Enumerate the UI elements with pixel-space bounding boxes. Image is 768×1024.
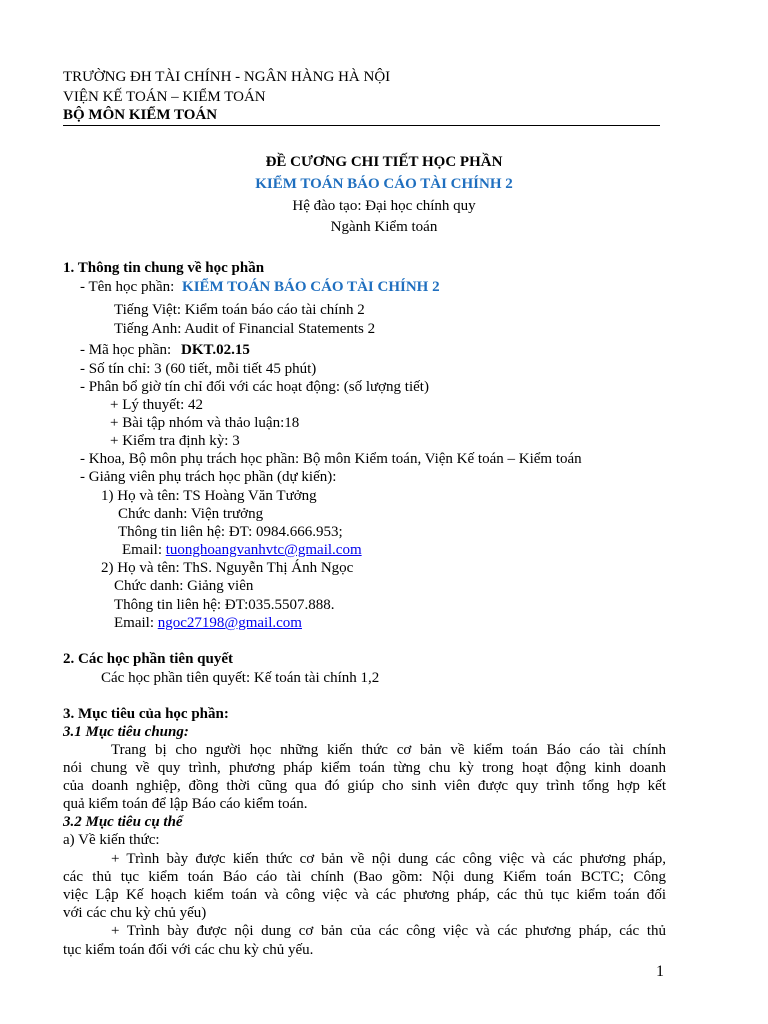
training-system: Hệ đào tạo: Đại học chính quy — [292, 198, 476, 214]
exercise-hours: + Bài tập nhóm và thảo luận:18 — [110, 415, 300, 431]
course-code-label: - Mã học phần: — [80, 342, 172, 358]
knowledge-line-4: với các chu kỳ chủ yếu) — [63, 905, 207, 921]
course-title: KIỂM TOÁN BÁO CÁO TÀI CHÍNH 2 — [255, 176, 513, 192]
general-objectives-heading: 3.1 Mục tiêu chung: — [63, 724, 189, 740]
knowledge-heading: a) Về kiến thức: — [63, 832, 160, 848]
general-objectives-line-3: của doanh nghiệp, đồng thời cũng qua đó giúp cho sinh viên được quy trình tổng hợp kết — [63, 778, 666, 794]
knowledge-line-6: tục kiểm toán đối với các chu kỳ chủ yếu. — [63, 942, 314, 958]
specific-objectives-heading: 3.2 Mục tiêu cụ thể — [63, 814, 183, 830]
knowledge-line-3: việc Lập Kế hoạch kiểm toán và công việc và các phương pháp, các thủ tục kiểm toán đối — [63, 887, 666, 903]
course-name-value: KIỂM TOÁN BÁO CÁO TÀI CHÍNH 2 — [182, 279, 440, 295]
document-title: ĐỀ CƯƠNG CHI TIẾT HỌC PHẦN — [265, 154, 503, 170]
lecturer-1-email-row — [122, 541, 362, 559]
exam-count: + Kiểm tra định kỳ: 3 — [110, 433, 240, 449]
lecturer-1-title: Chức danh: Viện trưởng — [118, 506, 264, 522]
department-name: BỘ MÔN KIỂM TOÁN — [63, 107, 218, 123]
lecturer-1-email-label: Email: — [122, 542, 162, 558]
section-1-heading: 1. Thông tin chung về học phần — [63, 260, 265, 276]
course-code-value: DKT.02.15 — [180, 342, 250, 358]
lecturer-2-email-label: Email: — [114, 615, 154, 631]
general-objectives-line-4: quả kiểm toán để lập Báo cáo kiểm toán. — [63, 796, 308, 812]
course-name-vietnamese: Tiếng Việt: Kiểm toán báo cáo tài chính 2 — [114, 302, 365, 318]
major: Ngành Kiểm toán — [330, 219, 438, 235]
lecturer-2-email-row — [114, 614, 302, 632]
lecturer-2-title: Chức danh: Giảng viên — [114, 578, 254, 594]
header-rule — [63, 125, 660, 126]
lecturer-2-name: 2) Họ và tên: ThS. Nguyễn Thị Ánh Ngọc — [101, 560, 354, 576]
credits: - Số tín chỉ: 3 (60 tiết, mỗi tiết 45 phút) — [80, 361, 317, 377]
knowledge-line-5: + Trình bày được nội dung cơ bản của các công việc và các phương pháp, các thủ — [111, 923, 666, 939]
lecturer-1-email-link[interactable]: tuonghoangvanhvtc@gmail.com — [165, 542, 362, 558]
credit-allocation: - Phân bổ giờ tín chỉ đối với các hoạt động: (số lượng tiết) — [80, 379, 429, 395]
university-name: TRƯỜNG ĐH TÀI CHÍNH - NGÂN HÀNG HÀ NỘI — [63, 69, 391, 85]
lecturer-1-contact: Thông tin liên hệ: ĐT: 0984.666.953; — [118, 524, 343, 540]
theory-hours: + Lý thuyết: 42 — [110, 397, 204, 413]
page-number: 1 — [656, 963, 664, 980]
course-name-label: - Tên học phần: — [80, 279, 175, 295]
knowledge-line-1: + Trình bày được kiến thức cơ bản về nội dung các công việc và các phương pháp, — [111, 851, 666, 867]
institute-name: VIỆN KẾ TOÁN – KIỂM TOÁN — [63, 89, 266, 105]
section-3-heading: 3. Mục tiêu của học phần: — [63, 706, 229, 722]
lecturer-2-email-link[interactable]: ngoc27198@gmail.com — [157, 615, 302, 631]
prerequisites: Các học phần tiên quyết: Kế toán tài chính 1,2 — [101, 670, 380, 686]
lecturer-1-name: 1) Họ và tên: TS Hoàng Văn Tưởng — [101, 488, 317, 504]
lecturer-2-contact: Thông tin liên hệ: ĐT:035.5507.888. — [114, 597, 335, 613]
knowledge-line-2: các thủ tục kiểm toán Báo cáo tài chính (Bao gồm: Nội dung Kiểm toán BCTC; Công — [63, 869, 666, 885]
general-objectives-line-1: Trang bị cho người học những kiến thức cơ bản về kiểm toán Báo cáo tài chính — [111, 742, 666, 758]
course-name-english: Tiếng Anh: Audit of Financial Statements 2 — [114, 321, 376, 337]
section-2-heading: 2. Các học phần tiên quyết — [63, 651, 234, 667]
course-code-row — [80, 341, 250, 359]
lecturers-label: - Giảng viên phụ trách học phần (dự kiến): — [80, 469, 337, 485]
faculty: - Khoa, Bộ môn phụ trách học phần: Bộ môn Kiểm toán, Viện Kế toán – Kiểm toán — [80, 451, 582, 467]
course-name-row — [80, 278, 440, 296]
general-objectives-line-2: nói chung về quy trình, phương pháp kiểm toán từng chu kỳ trong hoạt động kinh doanh — [63, 760, 666, 776]
